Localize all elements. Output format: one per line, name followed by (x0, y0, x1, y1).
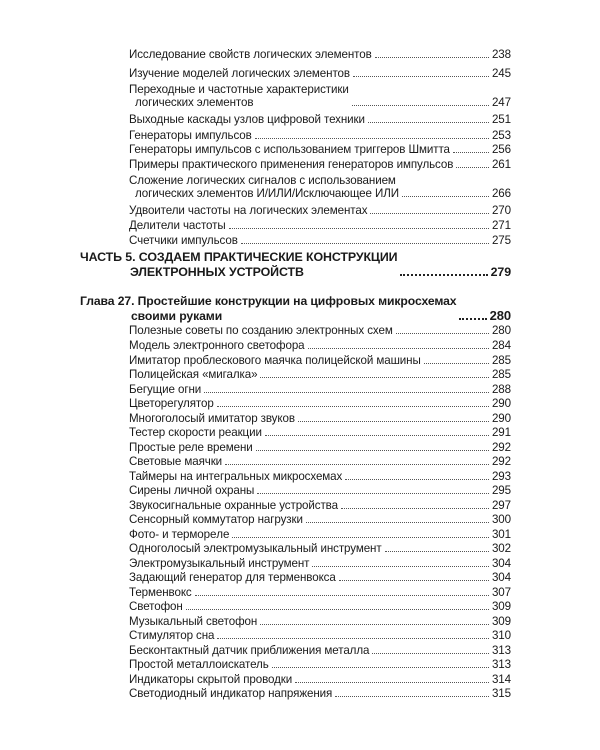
toc-entry-page: 313 (491, 644, 511, 657)
toc-entry (129, 455, 511, 468)
dot-leader (335, 696, 489, 697)
toc-entry-title-line2: логических элементов (135, 96, 254, 109)
dot-leader (368, 122, 489, 123)
toc-entry-title: Тестер скорости реакции (129, 426, 262, 439)
toc-entry (129, 219, 511, 232)
toc-entry-title: Терменвокс (129, 586, 192, 599)
dot-leader (352, 105, 489, 106)
toc-entry-title: Световые маячки (129, 455, 223, 468)
dot-leader (241, 243, 489, 244)
toc-entry-title: Исследование свойств логических элементов (129, 48, 372, 61)
toc-entry-title-line2: логических элементов И/ИЛИ/Исключающее ИЛИ (135, 187, 399, 200)
toc-entry-page: 270 (491, 204, 511, 217)
toc-entry-title: Светофон (129, 600, 183, 613)
dot-leader (402, 196, 489, 197)
toc-entry-page: 256 (491, 143, 511, 156)
toc-entry-page: 275 (491, 234, 511, 247)
chapter-page: 280 (489, 307, 511, 323)
toc-entry-title: Электромузыкальный инструмент (129, 557, 310, 570)
toc-entry-page: 304 (491, 571, 511, 584)
toc-entry-page: 271 (491, 219, 511, 232)
toc-entry-title: Сенсорный коммутатор нагрузки (129, 513, 303, 526)
toc-entry (129, 557, 511, 570)
toc-entry-title: Одноголосый электромузыкальный инструмент (129, 542, 382, 555)
toc-entry-title: Таймеры на интегральных микросхемах (129, 470, 343, 483)
toc-entry-title: Задающий генератор для терменвокса (129, 571, 336, 584)
toc-entry (129, 67, 511, 80)
toc-entry-title: Светодиодный индикатор напряжения (129, 687, 333, 700)
dot-leader (256, 450, 489, 451)
toc-entry (129, 397, 511, 410)
dot-leader (265, 435, 489, 436)
toc-entry-title: Генераторы импульсов с использованием триггеров Шмитта (129, 143, 450, 156)
toc-entry (129, 48, 511, 61)
toc-entry-page: 280 (491, 324, 511, 337)
toc-entry (129, 129, 511, 142)
dot-leader (396, 333, 489, 334)
toc-entry-page: 297 (491, 499, 511, 512)
toc-entry-page: 247 (491, 96, 511, 109)
toc-entry-page: 285 (491, 354, 511, 367)
toc-entry (129, 586, 511, 599)
toc-entry-title-line1: Сложение логических сигналов с использованием (129, 174, 396, 187)
toc-entry-page: 300 (491, 513, 511, 526)
toc-entry-page: 288 (491, 383, 511, 396)
toc-entry-page: 309 (491, 600, 511, 613)
toc-entry (129, 441, 511, 454)
toc-entry (129, 354, 511, 367)
dot-leader (370, 213, 489, 214)
dot-leader (306, 522, 489, 523)
toc-entry-page: 238 (491, 48, 511, 61)
toc-entry-title: Сирены личной охраны (129, 484, 255, 497)
toc-entry (129, 412, 511, 425)
dot-leader (312, 566, 489, 567)
toc-entry-title: Изучение моделей логических элементов (129, 67, 350, 80)
toc-chapter-heading (80, 294, 511, 323)
toc-entry-page: 284 (491, 339, 511, 352)
dot-leader (339, 580, 489, 581)
dot-leader (257, 493, 489, 494)
toc-entry (129, 174, 511, 200)
toc-entry (129, 658, 511, 671)
dot-leader (272, 667, 489, 668)
toc-entry-title-line1: Переходные и частотные характеристики (129, 83, 349, 96)
dot-leader (308, 348, 489, 349)
toc-entry (129, 426, 511, 439)
dot-leader (232, 537, 489, 538)
toc-entry (129, 673, 511, 686)
toc-entry-title: Стимулятор сна (129, 629, 215, 642)
toc-entry-page: 307 (491, 586, 511, 599)
dot-leader (453, 152, 489, 153)
dot-leader (375, 57, 489, 58)
toc-entry (129, 368, 511, 381)
dot-leader (345, 479, 489, 480)
toc-entry (129, 234, 511, 247)
toc-entry (129, 470, 511, 483)
dot-leader (385, 551, 489, 552)
toc-entry-page: 253 (491, 129, 511, 142)
part-title-line1: ЧАСТЬ 5. СОЗДАЕМ ПРАКТИЧЕСКИЕ КОНСТРУКЦИИ (80, 250, 398, 264)
toc-entry-page: 315 (491, 687, 511, 700)
toc-entry (129, 324, 511, 337)
toc-entry (129, 113, 511, 126)
toc-entry-title: Индикаторы скрытой проводки (129, 673, 293, 686)
chapter-title-line1: Глава 27. Простейшие конструкции на цифровых микросхемах (80, 294, 457, 308)
toc-entry-page: 314 (491, 673, 511, 686)
toc-entry (129, 528, 511, 541)
toc-entry-page: 295 (491, 484, 511, 497)
dot-leader (459, 318, 486, 320)
part-title-line2: ЭЛЕКТРОННЫХ УСТРОЙСТВ (130, 264, 304, 279)
toc-entry-title: Фото- и терморeле (129, 528, 230, 541)
toc-entry-title: Полицейская «мигалка» (129, 368, 258, 381)
toc-entry (129, 484, 511, 497)
part-page: 279 (490, 264, 511, 279)
dot-leader (204, 392, 489, 393)
toc-entry-title: Имитатор проблескового маячка полицейской машины (129, 354, 421, 367)
toc-entry (129, 615, 511, 628)
toc-entry (129, 204, 511, 217)
toc-entry (129, 600, 511, 613)
dot-leader (195, 595, 489, 596)
chapter-title-line2: своими руками (131, 308, 223, 323)
toc-entry-page: 310 (491, 629, 511, 642)
toc-entry (129, 143, 511, 156)
toc-entry (129, 687, 511, 700)
toc-entry-page: 304 (491, 557, 511, 570)
toc-entry-title: Простые реле времени (129, 441, 253, 454)
toc-entry-page: 290 (491, 397, 511, 410)
toc-entry (129, 158, 511, 171)
toc-entry-title: Простой металлоискатель (129, 658, 269, 671)
toc-entry (129, 644, 511, 657)
dot-leader (186, 609, 489, 610)
toc-entry-title: Цветорегулятор (129, 397, 214, 410)
dot-leader (225, 464, 489, 465)
toc-entry-title: Счетчики импульсов (129, 234, 238, 247)
toc-entry-title: Полезные советы по созданию электронных схем (129, 324, 393, 337)
toc-entry-title: Музыкальный светофон (129, 615, 258, 628)
toc-entry (129, 83, 511, 109)
dot-leader (400, 274, 487, 276)
toc-entry-title: Бесконтактный датчик приближения металла (129, 644, 370, 657)
dot-leader (341, 508, 489, 509)
toc-entry-title: Выходные каскады узлов цифровой техники (129, 113, 365, 126)
toc-entry-page: 292 (491, 455, 511, 468)
toc-entry-page: 309 (491, 615, 511, 628)
toc-entry-page: 301 (491, 528, 511, 541)
toc-entry (129, 499, 511, 512)
toc-entry-page: 292 (491, 441, 511, 454)
dot-leader (260, 624, 489, 625)
toc-entry-page: 266 (491, 187, 511, 200)
dot-leader (260, 377, 488, 378)
toc-entry-title: Многоголосый имитатор звуков (129, 412, 295, 425)
toc-entry-page: 313 (491, 658, 511, 671)
toc-entry-title: Звукосигнальные охранные устройства (129, 499, 338, 512)
toc-entry (129, 339, 511, 352)
dot-leader (229, 228, 489, 229)
toc-entry-page: 251 (491, 113, 511, 126)
dot-leader (372, 653, 489, 654)
toc-entry (129, 629, 511, 642)
toc-entry-page: 261 (491, 158, 511, 171)
toc-entry-page: 245 (491, 67, 511, 80)
dot-leader (424, 363, 489, 364)
toc-entry (129, 513, 511, 526)
dot-leader (456, 167, 489, 168)
toc-part-heading (80, 250, 511, 279)
dot-leader (255, 138, 489, 139)
toc-entry (129, 383, 511, 396)
toc-entry-title: Генераторы импульсов (129, 129, 252, 142)
toc-entry-page: 293 (491, 470, 511, 483)
toc-entry-title: Модель электронного светофора (129, 339, 305, 352)
dot-leader (217, 406, 489, 407)
dot-leader (295, 682, 489, 683)
toc-entry-title: Удвоители частоты на логических элементах (129, 204, 368, 217)
toc-entry (129, 571, 511, 584)
toc-entry-page: 285 (491, 368, 511, 381)
toc-entry-page: 291 (491, 426, 511, 439)
toc-entry-page: 290 (491, 412, 511, 425)
toc-entry (129, 542, 511, 555)
dot-leader (353, 76, 489, 77)
toc-entry-title: Делители частоты (129, 219, 226, 232)
dot-leader (217, 638, 489, 639)
dot-leader (298, 421, 489, 422)
toc-entry-page: 302 (491, 542, 511, 555)
toc-entry-title: Бегущие огни (129, 383, 202, 396)
toc-entry-title: Примеры практического применения генераторов импульсов (129, 158, 454, 171)
